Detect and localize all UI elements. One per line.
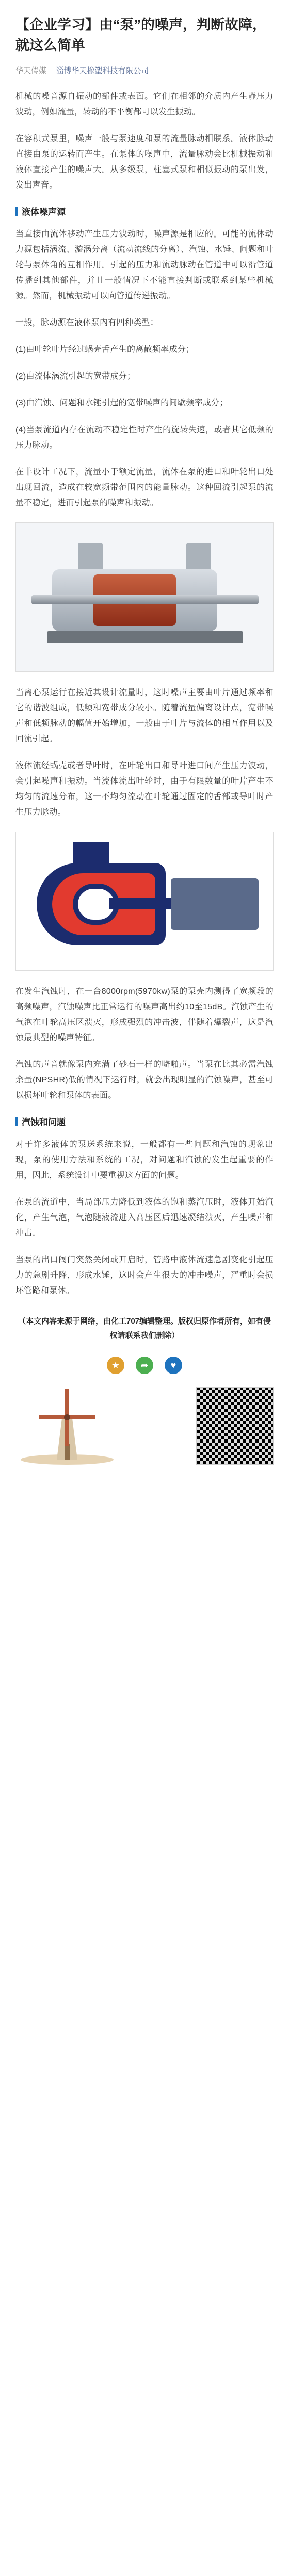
section-heading-text: 液体噪声源 [22, 207, 66, 217]
section-heading [15, 1115, 274, 1128]
share-icon[interactable]: ➦ [136, 1357, 153, 1374]
body-paragraph: (4)当泵流道内存在流动不稳定性时产生的旋转失速，或者其它低频的压力脉动。 [15, 426, 274, 450]
multistage-pump-image [15, 522, 274, 672]
share-bar [15, 1357, 274, 1374]
body-paragraph: (3)由汽蚀、问题和水锤引起的宽带噪声的间歇频率成分； [15, 399, 228, 408]
body-paragraph: 液体流经蜗壳或者导叶时，在叶轮出口和导叶进口间产生压力波动，会引起噪声和振动。当流体流出叶轮时，由于有限数量的叶片产生不均匀的流速分布，这一不均匀流动在叶轮通过固定的舌部或导叶时产生压力脉动。 [15, 761, 274, 817]
intro-paragraph: 在容积式泵里，噪声一般与泵速度和泵的流量脉动相联系。液体脉动直接由泵的运转而产生。在泵体的噪声中，流量脉动会比机械振动和液体直接产生的噪声大。从多级泵，柱塞式泵和相似振动的泵出发，发出声音。 [15, 134, 274, 190]
body-paragraph: 一般，脉动源在液体泵内有四种类型： [15, 318, 159, 327]
body-paragraph: 汽蚀的声音就像泵内充满了砂石一样的噼啪声。当泵在比其必需汽蚀余量(NPSHR)低的情况下运行时，就会出现明显的汽蚀噪声，甚至可以损坏叶轮和泵体的表面。 [15, 1060, 274, 1100]
windmill-icon [15, 1387, 119, 1465]
author-name[interactable]: 华天传媒 [15, 66, 47, 75]
section-heading [15, 205, 274, 217]
body-paragraph: 当离心泵运行在接近其设计流量时，这时噪声主要由叶片通过频率和它的谐波组成，低频和宽带成分较小。随着流量偏离设计点，宽带噪声和低频脉动的幅值开始增加，一般由于叶片与流体的相互作用以及回流引起。 [15, 688, 274, 743]
body-paragraph: 对于许多液体的泵送系统来说，一般都有一些问题和汽蚀的现象出现，泵的使用方法和系统的工况，对问题和汽蚀的发生起重要的作用，因此，系统设计中要重视这方面的问题。 [15, 1140, 274, 1180]
body-paragraph: 在非设计工况下，流量小于额定流量，流体在泵的进口和叶轮出口处出现回流，造成在较宽频带范围内的能量脉动。这种回流引起泵的流量不稳定，进而引起泵的噪声和振动。 [15, 468, 274, 507]
intro-paragraph: 机械的噪音源自振动的部件或表面。它们在相邻的介质内产生静压力波动，例如流量，转动的不平衡都可以发生振动。 [15, 92, 274, 116]
bottom-banner [15, 1387, 274, 1465]
section-heading-text: 汽蚀和问题 [22, 1117, 66, 1127]
favorite-icon[interactable]: ♥ [165, 1357, 182, 1374]
body-paragraph: (2)由流体涡流引起的宽带成分； [15, 372, 136, 381]
bearing-housing [171, 878, 259, 930]
like-icon[interactable]: ★ [107, 1357, 124, 1374]
body-paragraph: 当泵的出口阀门突然关闭或开启时，管路中液体流速急剧变化引起压力的急剧升降，形成水锤，这时会产生很大的冲击噪声，严重时会损坏管路和泵体。 [15, 1256, 274, 1295]
article-meta [15, 65, 274, 76]
article-title: 【企业学习】由“泵”的噪声，判断故障，就这么简单 [15, 17, 266, 53]
body-paragraph: 在泵的流道中，当局部压力降低到液体的饱和蒸汽压时，液体开始汽化，产生气泡，气泡随液流进入高压区后迅速凝结溃灭，产生噪声和冲击。 [15, 1198, 274, 1238]
heading-bar [15, 1117, 18, 1126]
body-paragraph: 在发生汽蚀时，在一台8000rpm(5970kw)泵的泵壳内测得了宽频段的高频噪声，汽蚀噪声比正常运行的噪声高出约10至15dB。汽蚀产生的气泡在叶轮高压区溃灭，形成强烈的冲击波，伴随着爆裂声，这是汽蚀最典型的噪声特征。 [15, 987, 274, 1042]
pump-outlet-flange [186, 543, 211, 573]
windmill-illustration [15, 1387, 119, 1465]
body-paragraph: 当直接由流体移动产生压力波动时，噪声源是相应的。可能的流体动力源包括涡流、漩涡分离（流动流线的分离）、汽蚀、水锤、问题和叶轮与泵体角的互相作用。引起的压力和流动脉动在管道中可以沿管道传播到其他部件，并且一般情况下不能直接判断或联系到某些机械源。然而，机械振动可以向管道传递振动。 [15, 230, 274, 300]
account-name[interactable]: 淄博华天橡塑科技有限公司 [56, 66, 149, 75]
pump-inlet-flange [78, 543, 103, 573]
centrifugal-pump-diagram [15, 832, 274, 971]
pump-shaft [31, 595, 259, 604]
pump-base [47, 631, 243, 643]
qr-code[interactable] [196, 1387, 274, 1465]
copyright-note: （本文内容来源于网络，由化工707编辑整理。版权归原作者所有，如有侵权请联系我们删除） [18, 1317, 271, 1340]
body-paragraph: (1)由叶轮叶片经过蜗壳舌产生的离散频率成分； [15, 345, 195, 354]
heading-bar [15, 207, 18, 216]
